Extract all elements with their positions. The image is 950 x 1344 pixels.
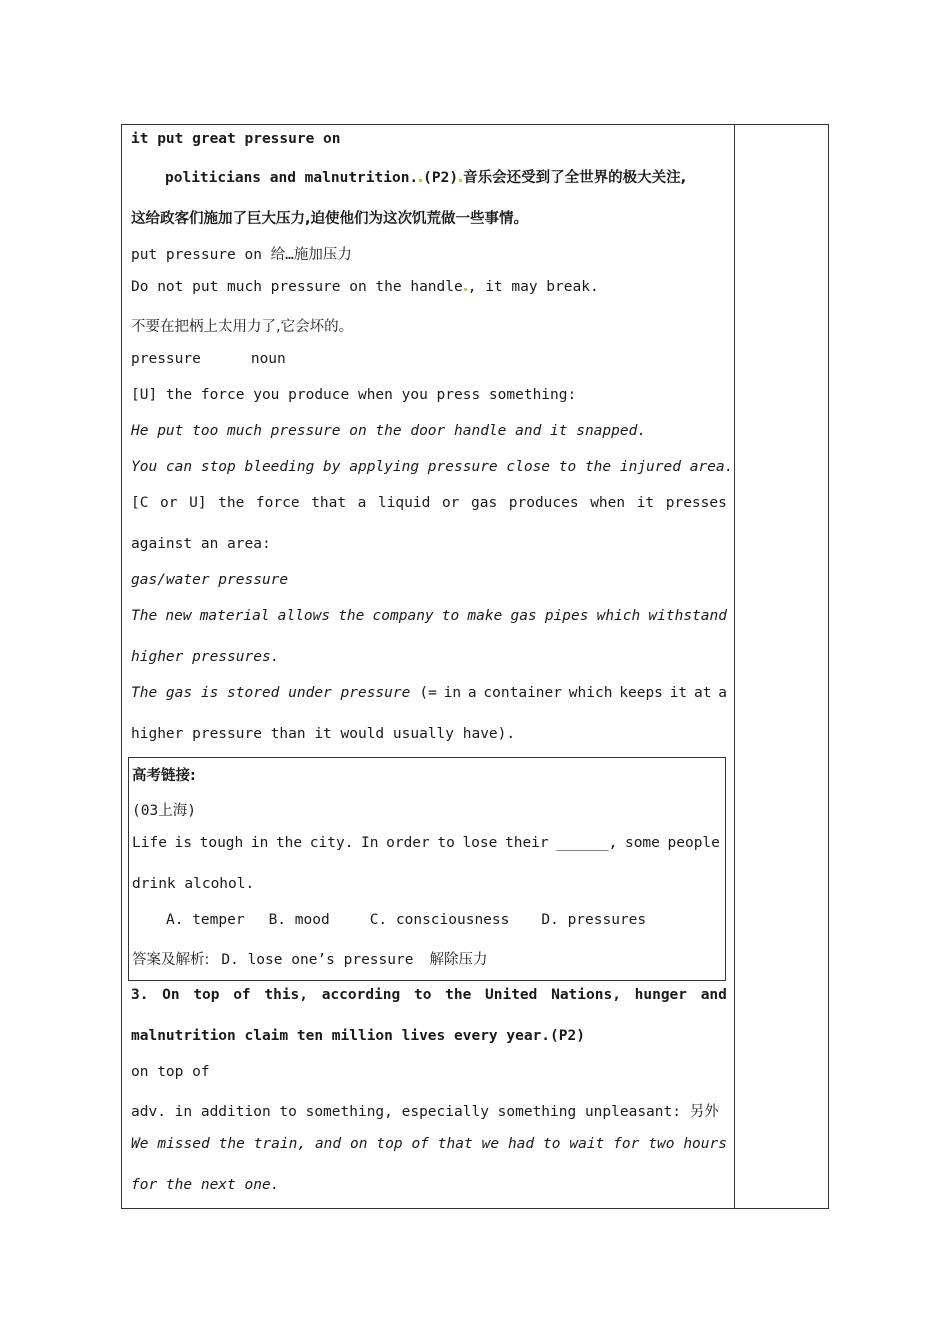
word: a (718, 685, 727, 701)
document-table (121, 124, 829, 1209)
word: hunger (634, 987, 688, 1003)
word: (= (419, 685, 437, 701)
word: that (311, 495, 347, 511)
word: 3. (131, 987, 149, 1003)
word: container (483, 685, 562, 701)
word: or (160, 495, 178, 511)
word: to (413, 987, 432, 1003)
exam-link-box (128, 757, 726, 981)
word: on (350, 1136, 368, 1152)
word: their (504, 835, 549, 851)
word: [C (131, 495, 149, 511)
word: train, (253, 1136, 307, 1152)
word: at (693, 685, 712, 701)
word: ______, (556, 835, 618, 851)
text-line: put pressure on 给…施加压力 (131, 247, 352, 263)
word: in (443, 685, 462, 701)
word: some (624, 835, 660, 851)
text-line: 不要在把柄上太用力了,它会坏的。 (131, 319, 354, 335)
word: a (467, 685, 477, 701)
word: gas (510, 608, 537, 624)
word: the (275, 835, 303, 851)
word: company (372, 608, 434, 624)
word: for (613, 1136, 640, 1152)
word: when (590, 495, 626, 511)
word: city. (309, 835, 354, 851)
word: new (165, 608, 192, 624)
word: is (174, 835, 192, 851)
example-line (131, 1136, 727, 1152)
word: two (648, 1136, 675, 1152)
notes-column-divider (734, 125, 735, 1208)
word: produces (508, 495, 579, 511)
word: the (218, 1136, 245, 1152)
word: in (250, 835, 269, 851)
section-heading: malnutrition claim ten million lives every year.(P2) (131, 1028, 585, 1044)
section-heading (131, 987, 727, 1003)
question-line: drink alcohol. (132, 876, 255, 892)
word: to (437, 835, 455, 851)
text-line: it put great pressure on (131, 131, 341, 147)
question-line (132, 835, 720, 851)
word: The (131, 608, 158, 624)
word: wait (569, 1136, 605, 1152)
text-line: politicians and malnutrition. (P2) 音乐会还受到了全世界的极大关注, (165, 170, 687, 186)
word: the (445, 987, 472, 1003)
word: of (233, 987, 251, 1003)
word: the (338, 608, 365, 624)
word: gas (470, 495, 498, 511)
word: withstand (648, 608, 727, 624)
text-line: Do not put much pressure on the handle , it may break. (131, 279, 599, 295)
word: In (361, 835, 379, 851)
word: and (700, 987, 727, 1003)
word: liquid (377, 495, 431, 511)
word: Nations, (551, 987, 621, 1003)
word: Life (132, 835, 167, 851)
word: lose (462, 835, 498, 851)
word: of (411, 1136, 429, 1152)
justified-line (131, 495, 727, 511)
word: had (507, 1136, 535, 1152)
word: according (321, 987, 401, 1003)
word: a (357, 495, 367, 511)
justified-line (131, 608, 727, 624)
word: We (131, 1136, 149, 1152)
word: to (543, 1136, 561, 1152)
text-line: against an area: (131, 536, 271, 552)
word: or (441, 495, 460, 511)
word: top (376, 1136, 403, 1152)
phrase-label: on top of (131, 1064, 210, 1080)
box-title: 高考链接: (132, 768, 196, 784)
word: United (485, 987, 538, 1003)
word: which (596, 608, 641, 624)
text-line: higher pressure than it would usually have). (131, 726, 516, 742)
text-line: The gas is stored under pressure (= in a container which keeps it at a (131, 685, 727, 701)
word: make (467, 608, 503, 624)
word: to (441, 608, 460, 624)
word: material (199, 608, 270, 624)
word: and (314, 1136, 342, 1152)
word: On (162, 987, 180, 1003)
text-line: 这给政客们施加了巨大压力,迫使他们为这次饥荒做一些事情。 (131, 211, 529, 227)
word: hours (683, 1136, 727, 1152)
word: U] (189, 495, 207, 511)
word: pipes (544, 608, 589, 624)
word: allows (277, 608, 331, 624)
word: keeps (619, 685, 663, 701)
example-line: He put too much pressure on the door handle and it snapped. (131, 423, 647, 439)
word: order (386, 835, 430, 851)
word: tough (199, 835, 244, 851)
word: this, (264, 987, 309, 1003)
word: it (636, 495, 655, 511)
text-line: pressure noun (131, 351, 286, 367)
word: top (193, 987, 220, 1003)
word: it (669, 685, 688, 701)
word: that (437, 1136, 473, 1152)
options-line: A. temper B. mood C. consciousness D. pressures (166, 912, 647, 928)
word: people (667, 835, 720, 851)
word: force (255, 495, 300, 511)
source-label: (03上海) (132, 803, 196, 819)
answer-line: 答案及解析: D. lose one’s pressure 解除压力 (132, 952, 488, 968)
word: which (568, 685, 613, 701)
example-line: for the next one. (131, 1177, 280, 1193)
word: the (218, 495, 245, 511)
example-line: You can stop bleeding by applying pressure close to the injured area. (131, 459, 734, 475)
example-line: gas/water pressure (131, 572, 289, 588)
word: we (481, 1136, 500, 1152)
text-line: [U] the force you produce when you press something: (131, 387, 577, 403)
word: missed (157, 1136, 210, 1152)
definition-line: adv. in addition to something, especially something unpleasant: 另外 (131, 1104, 719, 1120)
word: presses (665, 495, 727, 511)
example-line: higher pressures. (131, 649, 280, 665)
